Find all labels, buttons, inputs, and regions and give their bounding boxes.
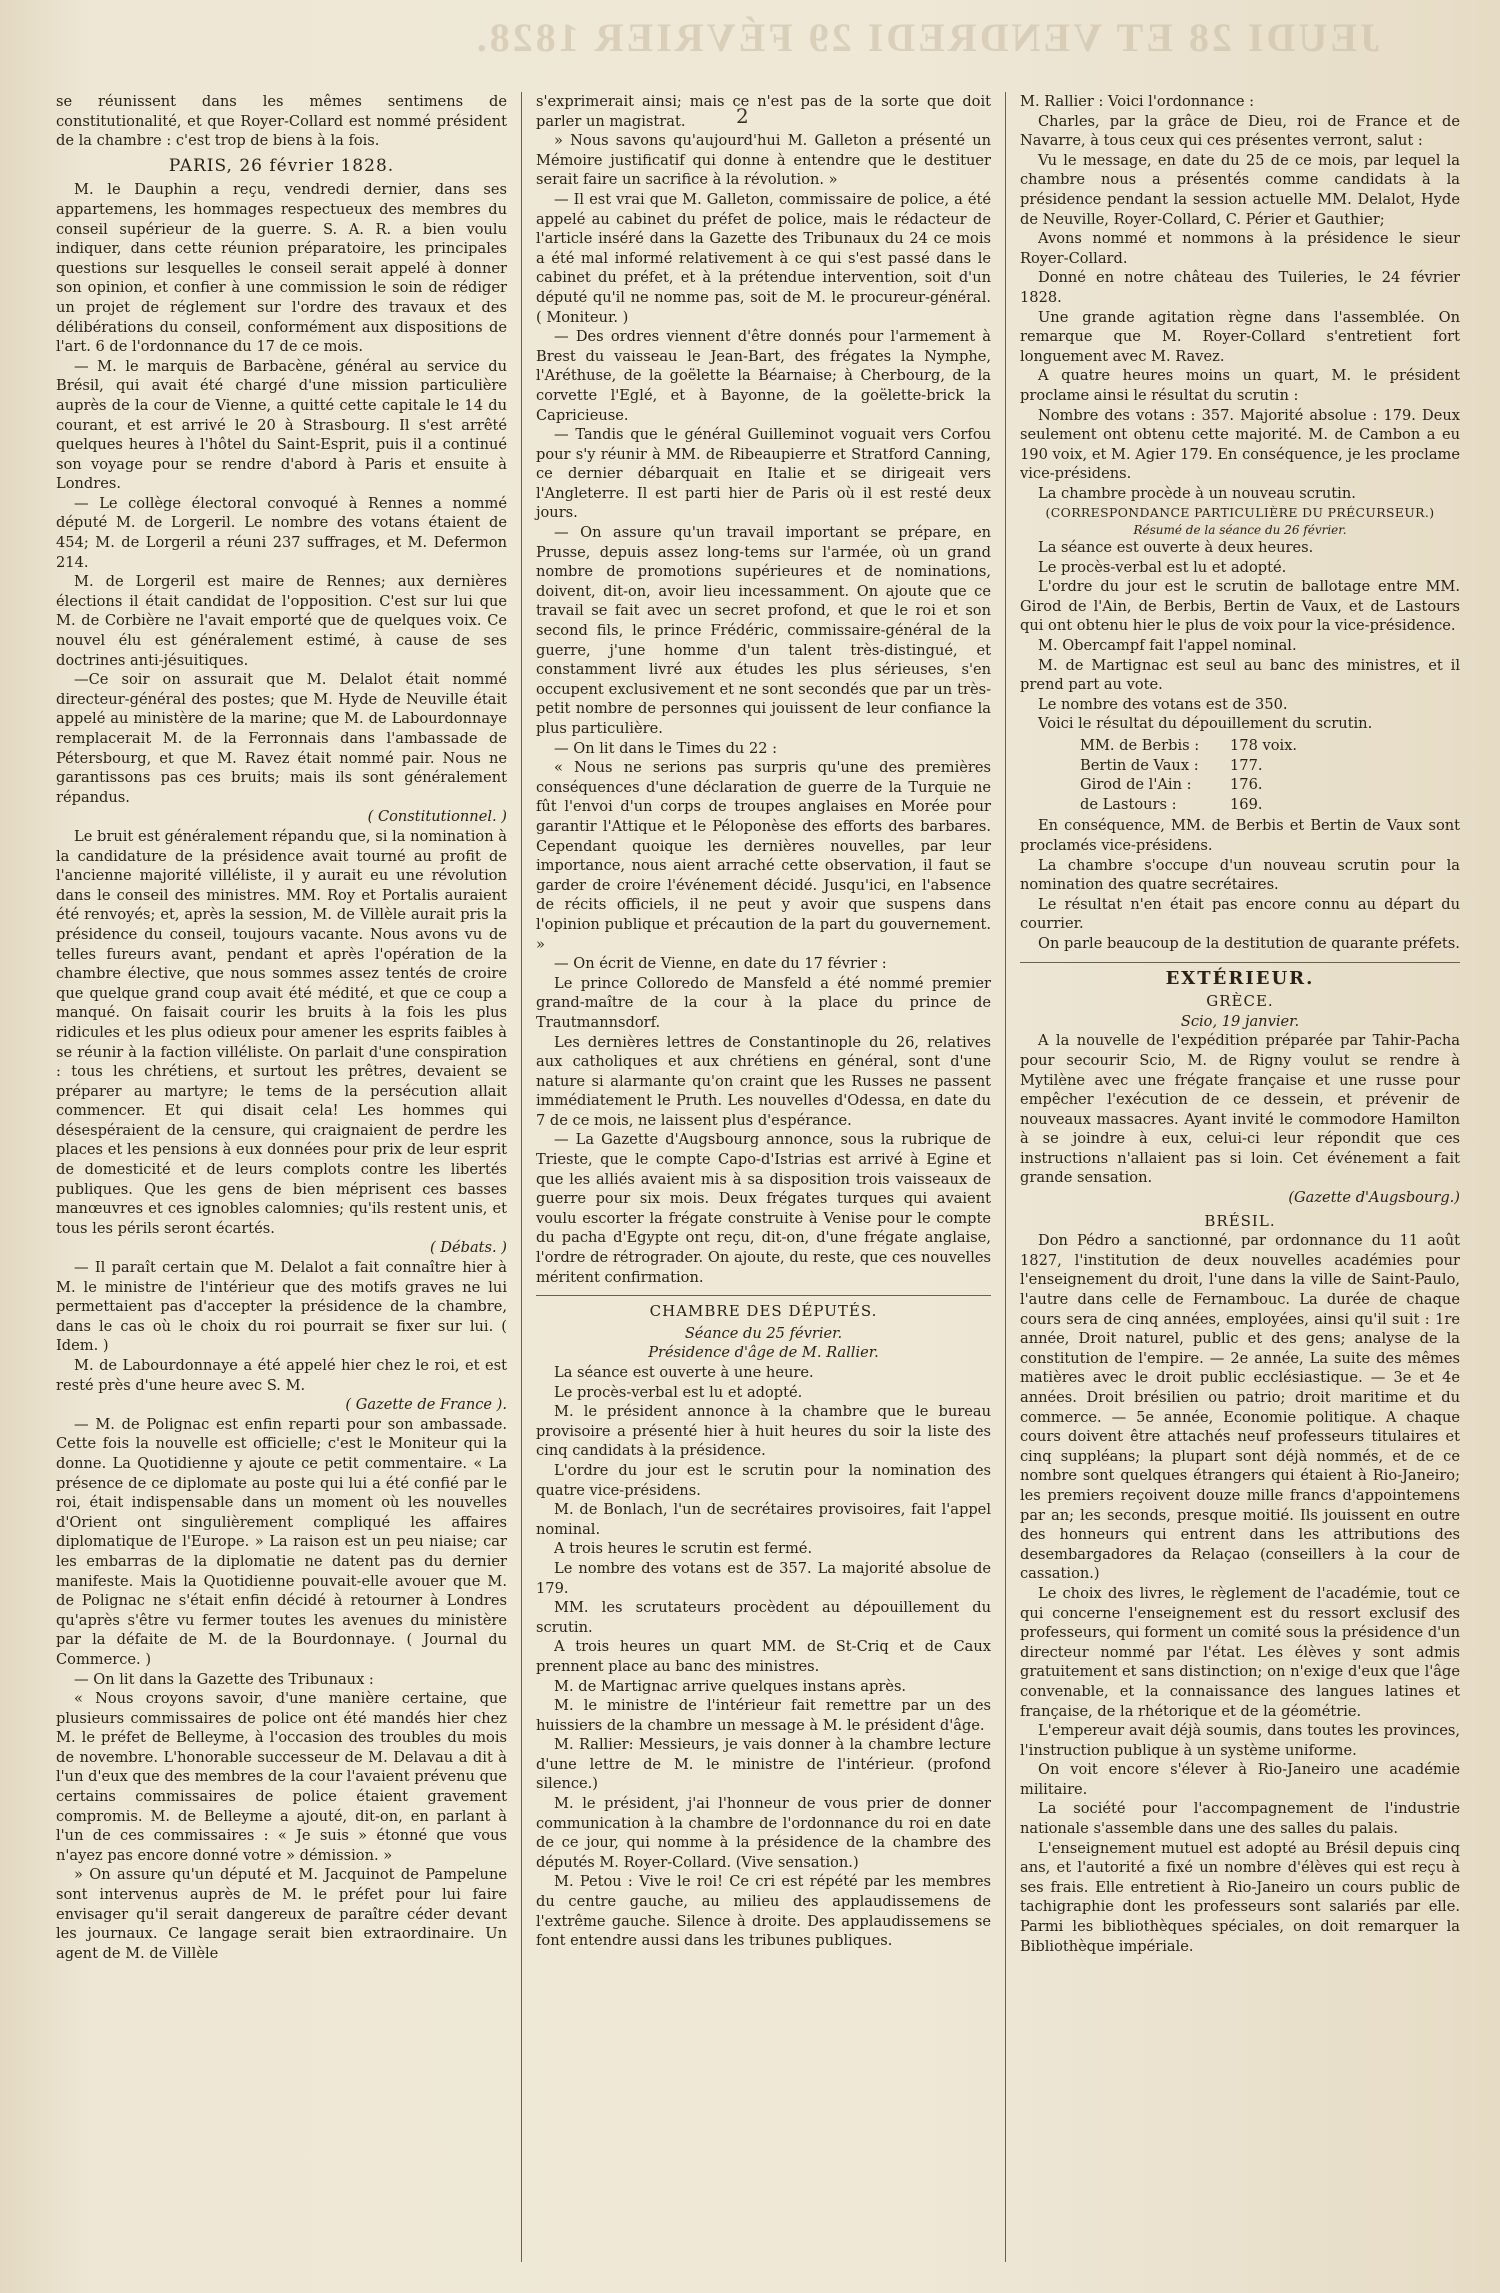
chamber-item: Le nombre des votans est de 357. La majorité absolue de 179. [536,1559,991,1597]
news-item: On parle beaucoup de la destitution de quarante préfets. [1038,934,1460,952]
column-1 [42,92,522,2262]
chamber-item: A trois heures le scrutin est fermé. [554,1540,813,1558]
chamber-item: A trois heures un quart MM. de St-Criq et de Caux prennent place au banc des ministres. [536,1638,991,1675]
chamber-item: M. Rallier: Messieurs, je vais donner à la chambre lecture d'une lettre de M. le ministre de l'intérieur. (profond silence.) [536,1736,991,1793]
chamber-item: M. le président, j'ai l'honneur de vous prier de donner communication à la chambre de l'ordonnance du roi en date de ce jour, qui nomme à la présidence de la chambre des députés M. Royer-Collard. (Vive sensation.) [536,1795,991,1871]
source-credit: ( Débats. ) [429,1239,507,1257]
source-credit: ( Constitutionnel. ) [367,808,507,826]
news-item: Voici le résultat du dépouillement du scrutin. [1038,715,1373,733]
news-item: La société pour l'accompagnement de l'industrie nationale s'assemble dans une des salles du palais. [1020,1800,1460,1838]
column-3 [1006,92,1474,2262]
news-item: » Nous savons qu'aujourd'hui M. Galleton a présenté un Mémoire justificatif qui donne à entendre que le destituer serait faire un sacrifice à la révolution. » [536,132,991,189]
news-item: — Des ordres viennent d'être donnés pour l'armement à Brest du vaisseau le Jean-Bart, des frégates la Nymphe, l'Aréthuse, de la goëlette la Béarnaise; à Cherbourg, de la corvette l'Eglé, et à Bayonne, de la goëlette-brick la Capricieuse. [536,328,991,424]
correspondence-subtitle: Résumé de la séance du 26 février. [1133,523,1347,538]
news-item: — Tandis que le général Guilleminot voguait vers Corfou pour s'y réunir à MM. de Ribeaupierre et Stratford Canning, ce dernier débarquait en Italie et se dirigeait vers l'Angleterre. Il est parti hier de Paris où il est resté deux jours. [536,426,991,522]
correspondence-header: (CORRESPONDANCE PARTICULIÈRE DU PRÉCURSEUR.) [1045,505,1435,521]
news-item: La chambre procède à un nouveau scrutin. [1038,484,1356,502]
country-heading-greece: GRÈCE. [1206,992,1274,1011]
chamber-item: Le procès-verbal est lu et adopté. [554,1383,803,1401]
lead-paragraph: se réunissent dans les mêmes sentimens de constitutionalité, et que Royer-Collard est nommé président de la chambre : c'est trop de biens à la fois. [56,93,507,150]
news-item: Le procès-verbal est lu et adopté. [1038,558,1287,576]
news-item: En conséquence, MM. de Berbis et Bertin de Vaux sont proclamés vice-présidens. [1020,817,1460,854]
news-item: L'empereur avait déjà soumis, dans toutes les provinces, l'instruction publique à un système uniforme. [1020,1722,1460,1759]
greece-dateline: Scio, 19 janvier. [1180,1012,1300,1030]
news-item: — On lit dans la Gazette des Tribunaux : [74,1670,374,1688]
news-item: « Nous ne serions pas surpris qu'une des premières conséquences d'une déclaration de guerre de la Turquie ne fût l'envoi d'un corps de troupes anglaises en Morée pour garantir l'Attique et le Péloponèse des efforts des barbares. Cependant quoique les dernières nouvelles, par leur importance, nous aient arraché cette observation, il faut se garder de croire l'événement décidé. Jusqu'ici, en l'absence de récits officiels, il ne peut y avoir que suspens dans l'opinion publique et précaution de la part du gouvernement. » [536,759,991,953]
source-credit: ( Gazette de France ). [345,1396,507,1414]
news-item: M. Obercampf fait l'appel nominal. [1038,637,1297,655]
masthead-bleed-through: JEUDI 28 ET VENDREDI 29 FÉVRIER 1828. [473,15,1380,60]
news-item: M. Rallier : Voici l'ordonnance : [1020,93,1255,110]
news-item: M. de Labourdonnaye a été appelé hier chez le roi, et est resté près d'une heure avec S. M. [56,1357,507,1394]
news-item: — Le collège électoral convoqué à Rennes a nommé député M. de Lorgeril. Le nombre des votans étaient de 454; M. de Lorgeril a réuni 237 suffrages, et M. Defermon 214. [56,494,507,571]
news-item: M. de Lorgeril est maire de Rennes; aux dernières élections il était candidat de l'opposition. C'est sur lui que M. de Corbière ne l'avait emporté que de quelques voix. Ce nouvel élu est généralement estimé, à cause de ses doctrines anti-jésuitiques. [56,573,507,669]
column-2 [522,92,1006,2262]
vote-row: Bertin de Vaux : 177. [1080,756,1263,774]
chamber-item: M. Petou : Vive le roi! Ce cri est répété par les membres du centre gauche, au milieu des applaudissemens de l'extrême gauche. Silence à droite. Des applaudissemens se font entendre aussi dans les tribunes publiques. [536,1873,991,1950]
news-item: Charles, par la grâce de Dieu, roi de France et de Navarre, à tous ceux qui ces présentes verront, salut : [1020,112,1460,150]
chamber-item: La séance est ouverte à une heure. [554,1364,814,1381]
news-item: On voit encore s'élever à Rio-Janeiro une académie militaire. [1020,1761,1460,1798]
news-item: — M. de Polignac est enfin reparti pour son ambassade. Cette fois la nouvelle est officielle; c'est le Moniteur qui la donne. La Quotidienne y ajoute ce petit commentaire. « La présence de ce diplomate au poste qui lui a été confié par le roi, était indispensable dans un moment où les nouvelles d'Orient ont singulièrement compliqué les affaires diplomatique de l'Europe. » La raison est un peu niaise; car les embarras de la diplomatie ne datent pas du dernier manifeste. Mais la Quotidienne pouvait-elle avouer que M. de Polignac ne s'était enfin décidé à retourner à Londres qu'après s'être vu fermer toutes les avenues du ministère par la défaite de M. de la Bourdonnaye. ( Journal du Commerce. ) [56,1415,507,1668]
page-number: 2 [736,104,749,128]
news-item: Le choix des livres, le règlement de l'académie, tout ce qui concerne l'enseignement est du ressort exclusif des professeurs, qui forment un comité sous la présidence d'un directeur nommé par l'état. Les élèves y sont admis gratuitement et sans distinction; on n'exige d'eux que l'âge convenable, et la connaissance des langues latines et française, de la rhétorique et de la géométrie. [1020,1584,1460,1720]
news-item: — On lit dans le Times du 22 : [554,739,778,757]
news-item: » On assure qu'un député et M. Jacquinot de Pampelune sont intervenus auprès de M. le préfet pour lui faire envisager qu'il serait dangereux de paraître céder devant les journaux. Ce langage serait bien extraordinaire. Un agent de M. de Villèle [56,1866,507,1962]
news-item: Nombre des votans : 357. Majorité absolue : 179. Deux seulement ont obtenu cette majorité. M. de Cambon a eu 190 voix, et M. Agier 179. En conséquence, je les proclame vice-présidens. [1020,406,1460,483]
news-item: Le résultat n'en était pas encore connu au départ du courrier. [1020,895,1460,933]
news-item: A quatre heures moins un quart, M. le président proclame ainsi le résultat du scrutin : [1020,367,1460,404]
news-item: — M. le marquis de Barbacène, général au service du Brésil, qui avait été chargé d'une mission particulière auprès de la cour de Vienne, a quitté cette capitale le 14 du courant, et est arrivé le 20 à Strasbourg. Il s'est arrêté quelques heures à l'hôtel du Saint-Esprit, puis il a continué son voyage pour se rendre d'abord à Paris et ensuite à Londres. [56,357,507,493]
news-item: — La Gazette d'Augsbourg annonce, sous la rubrique de Trieste, que le compte Capo-d'Istrias est arrivé à Egine et que les alliés avaient mis à sa disposition trois vaisseaux de guerre pour six mois. Deux frégates turques qui avaient voulu escorter la frégate construite à Venise pour le compte du pacha d'Egypte ont reçu, dit-on, d'une frégate anglaise, l'ordre de rétrograder. On ajoute, du reste, que ces nouvelles méritent confirmation. [536,1131,991,1286]
country-heading-brazil: BRÉSIL. [1204,1211,1276,1230]
news-item: M. de Martignac est seul au banc des ministres, et il prend part au vote. [1020,656,1460,694]
vote-row: MM. de Berbis : 178 voix. [1080,737,1298,754]
chamber-item: M. le président annonce à la chambre que le bureau provisoire a présenté hier à huit heures du soir la liste des cinq candidats à la présidence. [536,1403,991,1460]
columns [42,92,1474,2262]
chamber-item: L'ordre du jour est le scrutin pour la nomination des quatre vice-présidens. [536,1461,991,1499]
news-item: Une grande agitation règne dans l'assemblée. On remarque que M. Royer-Collard s'entretient fort longuement avec M. Ravez. [1020,308,1460,365]
news-item: — On assure qu'un travail important se prépare, en Prusse, depuis assez long-tems sur l'armée, où un grand nombre de promotions supérieures et de nominations, doivent, dit-on, avoir lieu incessamment. On ajoute que ce travail se fait avec un secret profond, et que le roi et son second fils, le prince Frédéric, commissaire-général de la guerre, j'une homme d'un talent très-distingué, et constamment livré aux études les plus sérieuses, s'en occupent exclusivement et ne sont secondés que par un très-petit nombre de personnes qui jouissent de leur confiance la plus particulière. [536,524,991,737]
news-item: La chambre s'occupe d'un nouveau scrutin pour la nomination des quatre secrétaires. [1020,856,1460,894]
news-item: Les dernières lettres de Constantinople du 26, relatives aux catholiques et aux chrétiens en général, sont d'une nature si alarmante qu'on craint que les Russes ne passent immédiatement le Pruth. Les nouvelles d'Odessa, en date du 7 de ce mois, ne laissent plus d'espérance. [536,1033,991,1129]
chamber-presidency: Présidence d'âge de M. Rallier. [648,1344,879,1362]
news-item: Le prince Colloredo de Mansfeld a été nommé premier grand-maître de la cour à la place du prince de Trautmannsdorf. [536,974,991,1031]
chamber-item: M. de Bonlach, l'un de secrétaires provisoires, fait l'appel nominal. [536,1501,991,1538]
vote-row: Girod de l'Ain : 176. [1080,776,1263,794]
news-item: Vu le message, en date du 25 de ce mois, par lequel la chambre nous a présentés comme candidats à la présidence pendant la session actuelle MM. Delalot, Hyde de Neuville, Royer-Collard, C. Périer et Gauthier; [1020,151,1460,228]
news-item: Donné en notre château des Tuileries, le 24 février 1828. [1020,269,1460,306]
chamber-item: M. de Martignac arrive quelques instans après. [554,1677,907,1695]
vote-results [1080,736,1460,814]
news-item: Don Pédro a sanctionné, par ordonnance du 11 août 1827, l'institution de deux nouvelles académies pour l'enseignement du droit, l'une dans la ville de Saint-Paulo, l'autre dans celle de Fernambouc. La durée de chaque cours sera de cinq années, employées, ainsi qu'il suit : 1re année, Droit naturel, public et des gens; analyse de la constitution de l'empire. — 2e année, La suite des mêmes matières avec le droit public ecclésiastique. — 3e et 4e années. Droit brésilien ou patrio; droit maritime et du commerce. — 5e année, Economie politique. A chaque cours doivent être attachés neuf professeurs titulaires et cinq suppléans; la plupart sont déjà nommés, et de ce nombre sont quelques étrangers qui étaient à Rio-Janeiro; les premiers reçoivent douze mille francs d'appointemens par an; les seconds, presque moitié. Ils jouissent en outre des honneurs qui entrent dans les attributions des desembargadores da Relaçao (conseillers à la cour de cassation.) [1020,1232,1460,1583]
source-credit: (Gazette d'Augsbourg.) [1288,1189,1460,1207]
news-item: —Ce soir on assurait que M. Delalot était nommé directeur-général des postes; que M. Hyde de Neuville était appelé au ministère de la marine; que M. de Labourdonnaye remplacerait M. de la Ferronnais dans l'ambassade de Pétersbourg, et que M. Ravez était nommé pair. Nous ne garantissons pas ces bruits; mais ils sont généralement répandus. [56,671,507,806]
chamber-session-date: Séance du 25 février. [684,1324,843,1342]
dateline: PARIS, 26 février 1828. [168,155,395,176]
news-item: La séance est ouverte à deux heures. [1038,539,1314,557]
news-item: A la nouvelle de l'expédition préparée par Tahir-Pacha pour secourir Scio, M. de Rigny voulut se rendre à Mytilène avec une frégate française et une russe pour empêcher l'exécution de ce dessein, et prévenir de nouveaux massacres. Ayant invité le commodore Hamilton à se joindre à eux, celui-ci leur répondit que ces instructions n'allaient pas si loin. Cet événement a fait grande sensation. [1020,1032,1460,1187]
news-item: Le nombre des votans est de 350. [1038,695,1288,713]
news-item: « Nous croyons savoir, d'une manière certaine, que plusieurs commissaires de police ont été mandés hier chez M. le préfet de Belleyme, à l'occasion des troubles du mois de novembre. L'honorable successeur de M. Delavau a dit à l'un d'eux que des membres de la cour l'avaient prévenu que certains commissaires de police étaient gravement compromis. M. de Belleyme a ajouté, dit-on, en parlant à l'un de ces commissaires : « Je suis » étonné que vous n'ayez pas encore donné votre » démission. » [56,1690,507,1864]
news-item: — On écrit de Vienne, en date du 17 février : [554,955,887,973]
news-item: L'ordre du jour est le scrutin de ballotage entre MM. Girod de l'Ain, de Berbis, Bertin de Vaux, et de Lastours qui ont obtenu hier le plus de voix pour la vice-présidence. [1020,578,1460,635]
news-item: M. le Dauphin a reçu, vendredi dernier, dans ses appartemens, les hommages respectueux des membres du conseil supérieur de la guerre. S. A. R. a bien voulu indiquer, dans cette réunion préparatoire, les principales questions sur lesquelles le conseil serait appelé à donner son opinion, et confier à une commission le soin de rédiger un projet de réglement sur l'ordre des travaux et des délibérations du conseil, conformément aux dispositions de l'art. 6 de l'ordonnance du 17 de ce mois. [56,181,507,356]
news-item: Avons nommé et nommons à la présidence le sieur Royer-Collard. [1020,230,1460,267]
news-item: — Il est vrai que M. Galleton, commissaire de police, a été appelé au cabinet du préfet de police, mais le rédacteur de l'article inséré dans la Gazette des Tribunaux du 24 ce mois a été mal informé relativement à ce qui s'est passé dans le cabinet du préfet, et à la prétendue intervention, soit d'un député qu'il ne nomme pas, soit de M. le procureur-général. ( Moniteur. ) [536,190,991,326]
vote-row: de Lastours : 169. [1080,795,1263,813]
news-item: s'exprimerait ainsi; mais ce n'est pas de la sorte que doit parler un magistrat. [536,93,991,130]
chamber-section-title: CHAMBRE DES DÉPUTÉS. [536,1295,991,1322]
news-item: — Il paraît certain que M. Delalot a fait connaître hier à M. le ministre de l'intérieur que des motifs graves ne lui permettaient pas d'accepter la présidence de la chambre, dans le cas où le choix du roi pourrait se fixer sur lui. ( Idem. ) [56,1259,507,1355]
chamber-item: MM. les scrutateurs procèdent au dépouillement du scrutin. [536,1599,991,1636]
news-item: Le bruit est généralement répandu que, si la nomination à la candidature de la présidence avait tourné au profit de l'ancienne majorité villéliste, il y aurait eu une révolution dans le conseil des ministres. MM. Roy et Portalis auraient été renvoyés; et, après la session, M. de Villèle aurait pris la présidence du conseil, toujours vacante. Nous avons vu de telles fureurs avant, pendant et après l'opération de la chambre élective, que nous sommes assez tentés de croire que quelque grand coup avait été médité, et que ce coup a manqué. On faisait courir les bruits à la fois les plus ridicules et les plus odieux pour amener les esprits faibles à se réunir à la faction villéliste. On parlait d'une conspiration : tous les chrétiens, et surtout les prêtres, devaient se préparer au martyre; le tems de la persécution allait commencer. Et qui disait cela! Les hommes qui désespéraient de la censure, qui craignaient de perdre les places et les pensions à eux données pour prix de leur esprit de domesticité et de leurs complots contre les libertés publiques. Que les gens de bien méprisent ces basses manœuvres et ces ignobles calomnies; qu'ils restent unis, et tous les périls seront écartés. [56,827,507,1237]
news-item: L'enseignement mutuel est adopté au Brésil depuis cinq ans, et l'autorité a fixé un nombre d'élèves qui est reçu à ses frais. Elle entretient à Rio-Janeiro un cours public de tachigraphie dont les professeurs sont salariés par elle. Parmi les bibliothèques spéciales, on doit remarquer la Bibliothèque impériale. [1020,1839,1460,1955]
exterieur-section-title: EXTÉRIEUR. [1020,962,1460,989]
chamber-item: M. le ministre de l'intérieur fait remettre par un des huissiers de la chambre un message à M. le président d'âge. [536,1697,991,1734]
